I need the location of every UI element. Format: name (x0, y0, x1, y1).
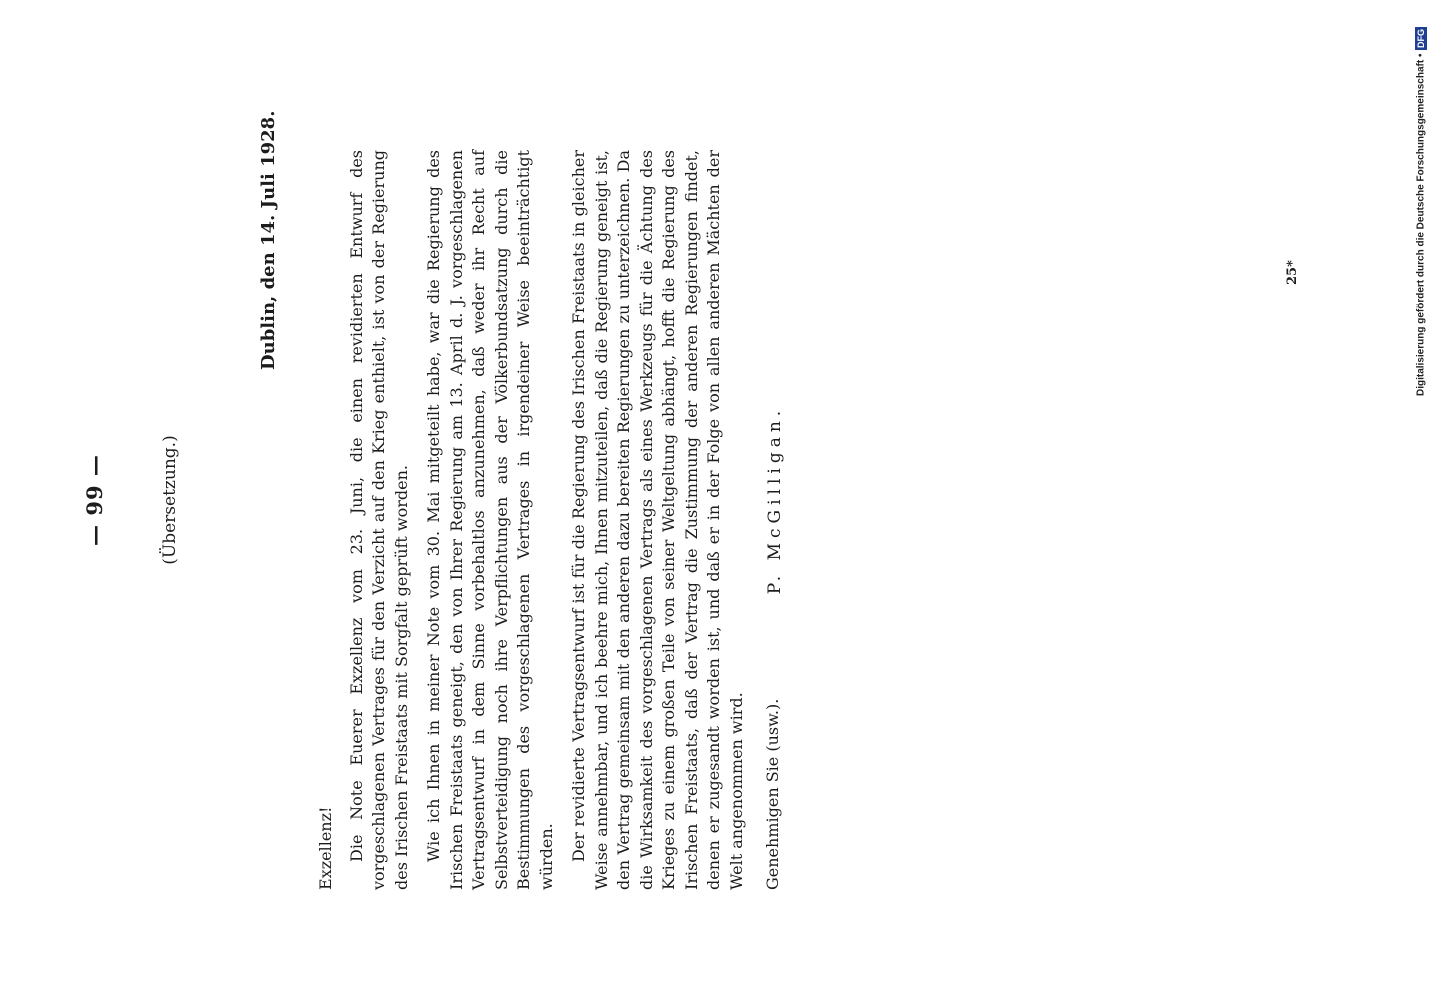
dfg-logo: DFG (1416, 28, 1426, 48)
paragraph-2: Wie ich Ihnen in meiner Note vom 30. Mai mitgeteilt habe, war die Regierung des Irischen Freistaats geneigt, den von Ihrer Regierung am 13. April d. J. vorgeschlagenen Vertragsentwurf in dem Sinne vorbehaltlos anzunehmen, daß weder ihr Recht auf Selbstverteidigung noch ihre Verpflichtungen aus der Völkerbundsatzung durch die Bestimmungen des vorgeschlagenen Vertrages in irgendeiner Weise beeinträchtigt würden. (424, 150, 556, 890)
folio-mark: 25* (1285, 260, 1300, 285)
date-line: Dublin, den 14. Juli 1928. (258, 110, 279, 370)
salutation: Exzellenz! (316, 806, 335, 890)
closing-formula: Genehmigen Sie (usw.). (763, 698, 782, 890)
dfg-credit-strip (1413, 6, 1429, 396)
paragraph-1: Die Note Euerer Exzellenz vom 23. Juni, die einen revidierten Entwurf des vorgeschlagenen Vertrages für den Verzicht auf den Krieg enthielt, ist von der Regierung des Irischen Freistaats mit Sorgfalt geprüft worden. (346, 150, 411, 890)
paragraph-3: Der revidierte Vertragsentwurf ist für die Regierung des Irischen Freistaats in gleicher Weise annehmbar, und ich beehre mich, Ihnen mitzuteilen, daß die Regierung geneigt ist, den Vertrag gemeinsam mit den anderen dazu bereiten Regierungen zu unterzeichnen. Da die Wirksamkeit des vorgeschlagenen Vertrags als eines Werkzeugs für die Ächtung des Krieges zu einem großen Teile von seiner Weltgeltung abhängt, hofft die Regierung des Irischen Freistaats, daß der Vertrag die Zustimmung der anderen Regierungen findet, denen er zugesandt worden ist, und daß er in der Folge von allen anderen Mächten der Welt angenommen wird. (569, 150, 746, 890)
translation-note: (Übersetzung.) (160, 435, 180, 565)
page-number-header: — 99 — (82, 454, 107, 546)
dfg-credit-text: Digitalisierung gefördert durch die Deutsche Forschungsgemeinschaft • (1415, 53, 1427, 396)
letter-body (315, 150, 785, 890)
signature: P. McGilligan. (765, 405, 785, 595)
